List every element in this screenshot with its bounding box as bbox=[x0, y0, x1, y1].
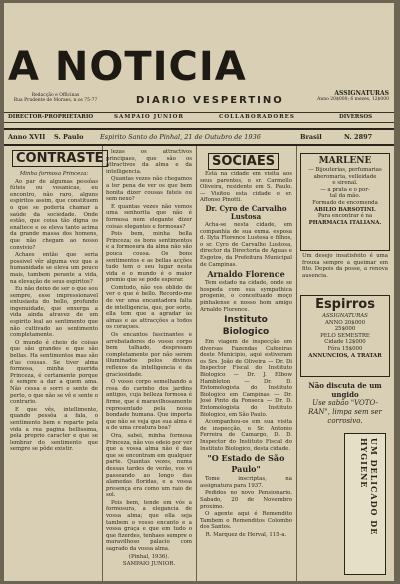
price-value: 25$000 bbox=[334, 326, 356, 333]
newspaper-title: A NOTICIA bbox=[8, 44, 247, 90]
contraste-paragraph: E que vês, intellimente, quando pessôa a fala, o sentimento bem e reparte pela vida a rea pagina bellissima, pela proprio caracter e que se lembrar do sentimento que sempre se pôde existir. bbox=[10, 406, 98, 453]
price-row bbox=[301, 346, 389, 353]
masthead bbox=[4, 3, 394, 121]
dr-cyro-heading: Dr. Cyro de Carvalho Lustosa bbox=[205, 203, 287, 221]
middle-paragraph: Quantas vezes não chegamos a ter pena de ver os que bem bonita dizer cousas fateis ou sem nexo? bbox=[106, 176, 192, 203]
director-label: DIRECTOR-PROPRIETARIO bbox=[8, 114, 94, 120]
middle-paragraph: Pois bem, minha bella Princeza; os bons sentimentos e a formosura da alma não são pouca cousa. Os bons sentimentos e as bellas acções tudo tem o seu lugar nesta vida e o mundo é o maior premio que se pode esperar. bbox=[106, 231, 192, 284]
price-label: Fóra bbox=[327, 345, 341, 352]
contraste-paragraph: Ao par de algumas pessôas fúteis ou vesanicas, eu encontro, não raro, alguns espiritos assim, que constituem o que se poderia chamar a saúde da sociedade. Onde estão, que coisa tão digna os enaltece e os eleva tanto acima da grande massa dos homens, que não chegam ao nosso convivio? bbox=[10, 178, 98, 251]
collaboradores-label: COLLABORADORES bbox=[219, 114, 295, 120]
desejo-text: Um desejo insatisfeito é uma frouxa sempre a queimar em fito. Depois da posse, a renova ausencia. bbox=[302, 253, 388, 279]
sociaes-column bbox=[200, 171, 292, 579]
estado-text: O agente aqui é Remendito Tambem o Remenditos Colombo dos Santos. bbox=[200, 511, 292, 531]
masthead-strip bbox=[4, 112, 394, 123]
marlene-line: Formado de encomenda bbox=[312, 199, 378, 206]
instituto-text: Em viagem de inspecção em diversas Fazendas Cafeeiras deste Municipio, aqui estiveram os Srs. João de Oliveira — Dr. Di Inspector Fiscal do Instituto Biologico — Dr. J. Elbow Hambleton — Dr. D. Entomologista do Instituto Biologico em Campinas — Dr. José Pinto da Fonseca — Dr. D. Entomologista do Instituto Biologico, em São Paulo. bbox=[200, 339, 292, 418]
middle-article bbox=[106, 149, 192, 579]
marlene-line: — Bijouterias, perfumarias bbox=[308, 167, 382, 173]
arnaldo-text: Tem estado na cidade, onde se hospeda com sua sympathica progenie, o conceituado moço pinhalense e nosso bom amigo Arnaldo Florence. bbox=[200, 280, 292, 313]
price-row bbox=[301, 326, 389, 333]
price-value: 12$000 bbox=[345, 339, 366, 346]
price-row bbox=[301, 320, 389, 327]
price-label: PELO bbox=[320, 332, 336, 339]
column-rule bbox=[102, 146, 103, 581]
redaccao-block bbox=[8, 93, 103, 103]
espirros-ad bbox=[300, 295, 390, 377]
price-row bbox=[301, 333, 389, 340]
assinaturas-title: ASSIGNATURAS bbox=[334, 90, 389, 97]
column-rule bbox=[296, 146, 297, 581]
espirros-title: Espirros bbox=[315, 297, 375, 312]
diversos-label: DIVERSOS bbox=[339, 114, 373, 120]
dateline-anno: Anno XVII bbox=[8, 133, 46, 141]
contraste-paragraph: O mundo é cheio de coisas que são grandes e que são bellas. Ha sentimentos mas são d'as cousas. Se tiver alma formosa, minha querida Princeza, é certamente porque é sempre a dar a quem ama. Não cessa e sorri e sente de perto, o que não se vê e sente o contrario. bbox=[10, 339, 98, 406]
estado-address: R. Marquez de Herval, 115-a. bbox=[205, 531, 287, 538]
price-label: Cidade bbox=[324, 339, 344, 346]
newspaper-subtitle: DIARIO VESPERTINO bbox=[136, 95, 284, 106]
middle-paragraph: Comtudo, não vos oblido de ver o que é bello. Recordo-me de ver uma encantadora falta de intelligencia, que, por sorte, ella tem que a agradar às almas e as attracções a todos os coraçoes. bbox=[106, 284, 192, 331]
contraste-greeting: Minha formosa Princeza: bbox=[19, 171, 89, 177]
middle-paragraph: O vosso corpo semelhando a rosa do carinho dos jardins antigos, cuja belleza formosa é firme, que é maravilhosamente representado pela nossa bondade humana. Que importa que não se veja que sua alma é a de uma creatura boa? bbox=[106, 379, 192, 432]
marlene-line: PHARMACIA ITALIANA. bbox=[308, 219, 382, 226]
estado-text: Pedidos no novo Pensionario. Sabado, 20 de Novembro proximo. bbox=[200, 490, 292, 510]
marlene-line: — a prata e o por- bbox=[320, 186, 370, 193]
hygiene-vertical-text: UM DELICADO DE HYGIENE bbox=[359, 438, 379, 536]
arnaldo-heading: Arnaldo Florence bbox=[207, 269, 285, 280]
marlene-ad bbox=[300, 153, 390, 251]
dateline bbox=[4, 128, 394, 146]
price-value: 20$000 bbox=[344, 319, 366, 326]
dateline-city: S. Paulo bbox=[54, 133, 84, 141]
column-rule bbox=[196, 146, 197, 581]
marlene-line: ABILIO BARSOTINI. bbox=[314, 206, 376, 213]
dr-cyro-text: Acha-se nesta cidade, em companhia de sua exma. esposa d. Ilyta Florence Lustosa e filhos, o sr. Cyro de Carvalho Lustosa, director da Directoria de Aguas e Esgotos, da Prefeitura Municipal de Campinas. bbox=[200, 221, 292, 268]
contraste-paragraph: Eu não deixo de ser o que sou sempre, esse impressionavel entusiasta do bello, profundo ingenuidade, que enxerga a vida ainda atravez de um espirito leal ao sentimento que não cultivado ao sentimento completamente. bbox=[10, 286, 98, 339]
sociaes-intro: Está na cidade em visita aos seus parentes, o sr. Carmello Oliveira, residente em S. Paulo. — Visitou esta cidade o sr. Affonso Pinotti. bbox=[200, 171, 292, 204]
middle-paragraph: Pois bem, tende em vós a formosura, a elegancia de vossa alma; que ella seja tambem o vosso encanto e a vossa graça e que em tudo o que fizerdes, tenhaes sempre o maravilhoso palacio com sagrado da vossa alma. bbox=[106, 499, 192, 553]
redaccao-address: Rua Prudente de Moraes, n.os 75-77 bbox=[13, 98, 98, 103]
sociaes-heading: SOCIAES bbox=[208, 153, 279, 170]
price-value: SEMESTRE bbox=[337, 332, 370, 339]
annuncios-label: ANNUNCIOS, A TRATAR bbox=[308, 352, 382, 359]
newspaper-page bbox=[4, 3, 394, 581]
middle-paragraph: Ora, sabei, minha formosa Princeza, não vos odeio por ver que a vossa alma não é das que se encontram em qualquer parte. Quantas vezes, numa dessas tardes de verão, vos vi passeando ao longo das alamedas floridas, e a vossa presença era como um raio de sol. bbox=[106, 432, 192, 499]
nao-title: Não discuta de um ungido bbox=[308, 381, 382, 399]
assinaturas-text: Anno 20$000; 6 mezes, 12$000 bbox=[317, 97, 389, 102]
marlene-line: tal da mão. bbox=[329, 193, 361, 200]
contraste-heading: CONTRASTE bbox=[12, 150, 108, 167]
price-row bbox=[301, 339, 389, 346]
instituto-text: Acompanhou-os em sua visita de inspecção, o Sr. Antonio Ferreira de Camargo, D. D. Inspector do Instituto Fiscal do Instituto Biologico, desta cidade. bbox=[200, 419, 292, 452]
middle-paragraph: lezas os attractivos principaes, que são os attractivos da alma e da intelligencia. bbox=[106, 149, 192, 175]
espirros-subtitle: ASSIGNATURAS bbox=[322, 313, 368, 319]
assinaturas-block bbox=[289, 91, 389, 102]
contraste-article bbox=[10, 171, 98, 579]
director-name: SAMPAIO JUNIOR bbox=[114, 114, 184, 120]
dateline-country: Brasil bbox=[300, 133, 322, 141]
middle-paragraph: Os encantos fascinantes e arrebatadores do vosso corpo bem talhado, despresam completamente por não serem illuminados pelos divinos reflexos da intelligencia e da graciosidade. bbox=[106, 332, 192, 378]
instituto-heading: Instituto Biologico bbox=[222, 315, 270, 338]
estado-text: Tome inscriptas, na assignatura para 1937. bbox=[200, 476, 292, 489]
dateline-place-date: Espirito Santo do Pinhal, 21 de Outubro de 1936 bbox=[100, 133, 261, 141]
marlene-line: aberomaria, velleidade bbox=[313, 173, 377, 180]
price-value: 15$000 bbox=[341, 345, 363, 352]
marlene-line: e sirenal. bbox=[332, 180, 358, 187]
voto-ran-ad bbox=[302, 381, 388, 426]
marlene-title: MARLENE bbox=[318, 156, 372, 166]
price-label: ANNO bbox=[324, 319, 343, 326]
middle-paragraph: E quantas vezes não vemos uma senhorita que não é formosa nem elegante dizer coisas elegantes e formosas? bbox=[106, 203, 192, 230]
dateline-number: N. 2897 bbox=[344, 133, 373, 141]
nao-text: Use sabão "VOTO-RAN", limpa sem ser corrosivo. bbox=[308, 399, 382, 425]
estado-heading: "O Estado de São Paulo" bbox=[207, 453, 285, 475]
middle-signoff-name: SAMPAIO JUNIOR. bbox=[122, 561, 176, 568]
marlene-line: Para encontrar é na bbox=[317, 213, 373, 220]
contraste-paragraph: Achaes então que seria possivel vêr alguma vez que a humanidade se eleva um pouco mais, tambem perante a vida, na elevação de seus espiritos? bbox=[10, 252, 98, 285]
redaccao-label: Redacção e Officinas bbox=[31, 93, 80, 98]
middle-signoff-place: (Pinhal, 1936). bbox=[128, 553, 170, 560]
hygiene-ad bbox=[344, 433, 386, 575]
